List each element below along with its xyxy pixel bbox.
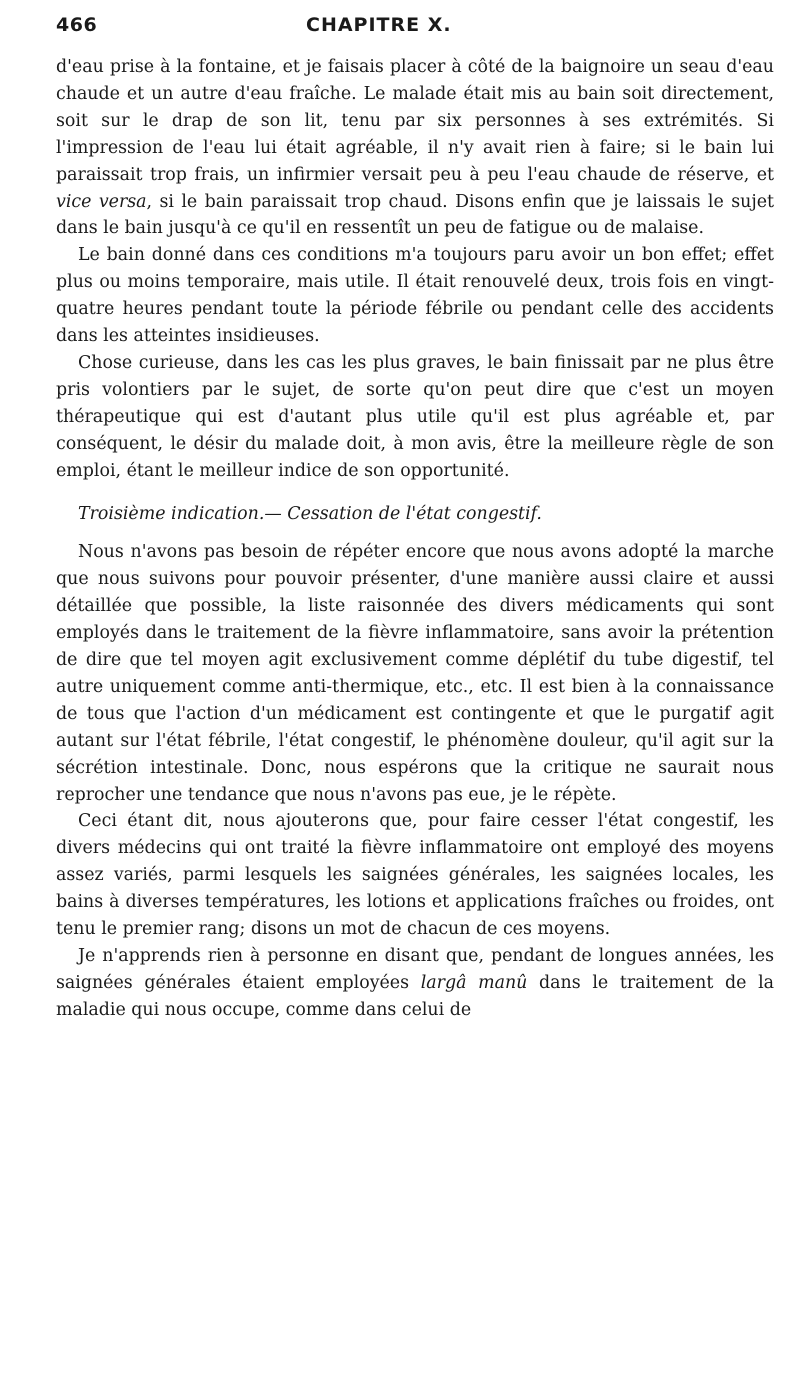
paragraph-text: , si le bain paraissait trop chaud. Disons enfin que je laissais le sujet dans le bain jusqu'à ce qu'il en ressentît un peu de fatigue ou de malaise. bbox=[56, 191, 774, 239]
paragraph: Nous n'avons pas besoin de répéter encore que nous avons adopté la marche que nous suivons pour pouvoir présenter, d'une manière aussi claire et aussi détaillée que possible, la liste raisonnée des divers médicaments qui sont employés dans le traitement de la fièvre inflammatoire, sans avoir la prétention de dire que tel moyen agit exclusivement comme déplétif du tube digestif, tel autre uniquement comme anti-thermique, etc., etc. Il est bien à la connaissance de tous que l'action d'un médicament est contingente et que le purgatif agit autant sur l'état fébrile, l'état congestif, le phénomène douleur, qu'il agit sur la sécrétion intestinale. Donc, nous espérons que la critique ne saurait nous reprocher une tendance que nous n'avons pas eue, je le répète. bbox=[56, 542, 774, 805]
section-heading: Troisième indication.— Cessation de l'état congestif. bbox=[78, 503, 542, 524]
page-number: 466 bbox=[56, 14, 98, 36]
running-title: CHAPITRE X. bbox=[306, 14, 452, 36]
paragraph: Chose curieuse, dans les cas les plus graves, le bain finissait par ne plus être pris volontiers par le sujet, de sorte qu'on peut dire que c'est un moyen thérapeutique qui est d'autant plus utile qu'il est plus agréable et, par conséquent, le désir du malade doit, à mon avis, être la meilleure règle de son emploi, étant le meilleur indice de son opportunité. bbox=[56, 352, 774, 481]
paragraph bbox=[56, 54, 774, 242]
italic-phrase: vice versa bbox=[56, 191, 147, 212]
italic-phrase: largâ manû bbox=[420, 972, 528, 993]
paragraph-text: dans le traitement de la maladie qui nous occupe, comme dans celui de bbox=[56, 972, 775, 1020]
body-text bbox=[56, 54, 774, 1024]
paragraph-text: d'eau prise à la fontaine, et je faisais placer à côté de la baignoire un seau d'eau chaude et un autre d'eau fraîche. Le malade était mis au bain soit directement, soit sur le drap de son lit, tenu par six personnes à ses extrémités. Si l'impression de l'eau lui était agréable, il n'y avait rien à faire; si le bain lui paraissait trop frais, un infirmier versait peu à peu l'eau chaude de réserve, et bbox=[56, 57, 774, 185]
paragraph: Ceci étant dit, nous ajouterons que, pour faire cesser l'état congestif, les divers médecins qui ont traité la fièvre inflammatoire ont employé des moyens assez variés, parmi lesquels les saignées générales, les saignées locales, les bains à diverses températures, les lotions et applications fraîches ou froides, ont tenu le premier rang; disons un mot de chacun de ces moyens. bbox=[56, 811, 774, 940]
paragraph: Le bain donné dans ces conditions m'a toujours paru avoir un bon effet; effet plus ou moins temporaire, mais utile. Il était renouvelé deux, trois fois en vingt-quatre heures pendant toute la période fébrile ou pendant celle des accidents dans les atteintes insidieuses. bbox=[56, 245, 774, 347]
paragraph bbox=[56, 943, 774, 1024]
paragraph-text: Je n'apprends rien à personne en disant que, pendant de longues années, les saignées générales étaient employées bbox=[56, 946, 774, 993]
running-head bbox=[56, 14, 774, 54]
book-page bbox=[56, 14, 774, 1024]
